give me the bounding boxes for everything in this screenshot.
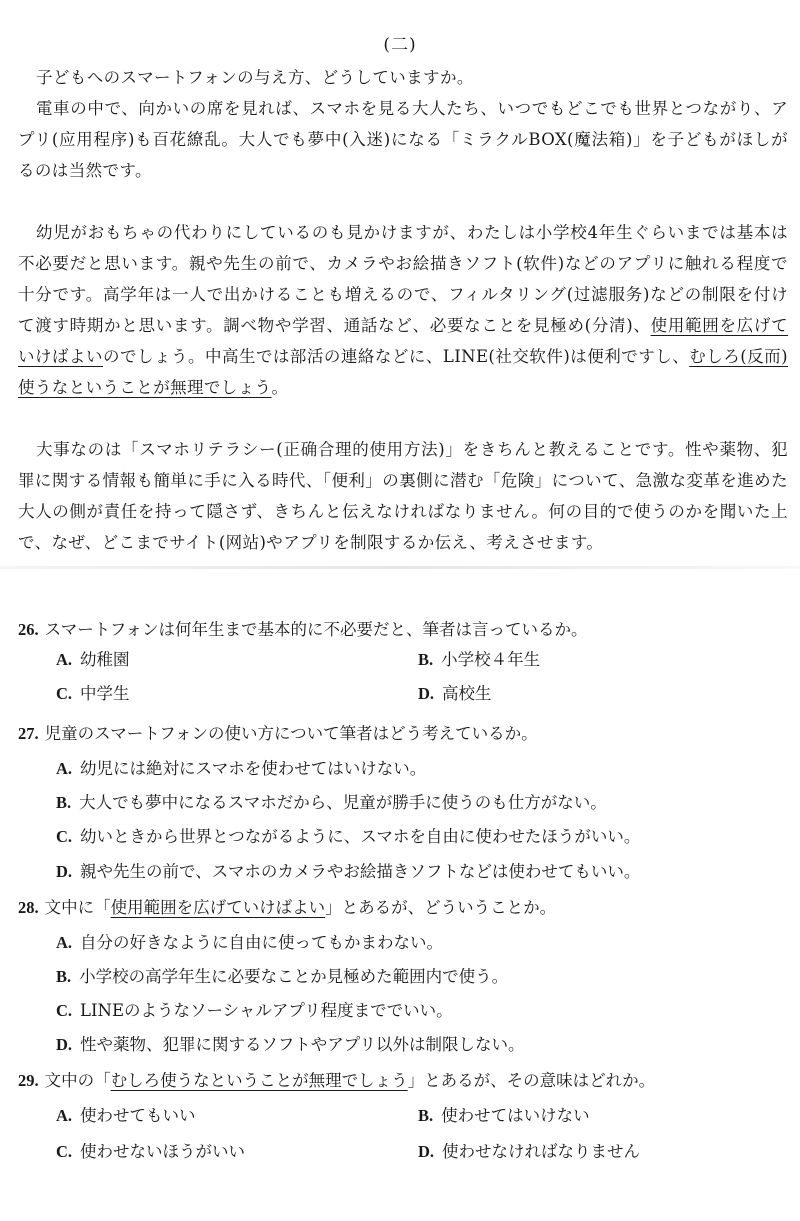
question-29 xyxy=(18,1067,788,1095)
option-label: D. xyxy=(56,1035,73,1054)
option-text: 高校生 xyxy=(442,684,492,703)
option-28b[interactable] xyxy=(56,963,508,991)
passage-paragraph-4: 大事なのは「スマホリテラシー(正确合理的使用方法)」をきちんと教えることです。性や薬物、犯罪に関する情報も簡単に手に入る時代、「便利」の裏側に潜む「危険」について、急激な変革を進めた大人の側が責任を持って隠さず、きちんと伝えなければなりません。何の目的で使うのかを聞いた上で、なぜ、どこまでサイト(网站)やアプリを制限するか伝え、考えさせます。 xyxy=(18,440,788,552)
option-text: 自分の好きなように自由に使ってもかまわない。 xyxy=(80,933,444,952)
question-text: 」とあるが、どういうことか。 xyxy=(325,898,557,917)
option-27c[interactable] xyxy=(56,823,640,851)
option-29a[interactable] xyxy=(56,1102,196,1130)
option-27b[interactable] xyxy=(56,789,607,817)
option-27a[interactable] xyxy=(56,755,426,783)
option-text: 使わせてはいけない xyxy=(441,1106,590,1125)
option-26a[interactable] xyxy=(56,646,130,674)
question-27 xyxy=(18,720,788,748)
passage-paragraph-1: 子どもへのスマートフォンの与え方、どうしていますか。 xyxy=(36,68,474,87)
question-text: スマートフォンは何年生まで基本的に不必要だと、筆者は言っているか。 xyxy=(44,620,588,639)
passage-text: 。 xyxy=(271,378,289,397)
option-26c[interactable] xyxy=(56,680,130,708)
question-underlined-phrase: 使用範囲を広げていけばよい xyxy=(110,898,326,917)
option-text: 幼児には絶対にスマホを使わせてはいけない。 xyxy=(80,759,427,778)
option-29d[interactable] xyxy=(418,1138,640,1166)
option-text: 小学校の高学年生に必要なことか見極めた範囲内で使う。 xyxy=(79,967,509,986)
option-label: A. xyxy=(56,650,73,669)
option-text: 使わせてもいい xyxy=(80,1106,196,1125)
option-label: B. xyxy=(418,1106,434,1125)
question-underlined-phrase: むしろ使うなということが無理でしょう xyxy=(110,1071,408,1090)
option-label: B. xyxy=(418,650,434,669)
question-text: 児童のスマートフォンの使い方について筆者はどう考えているか。 xyxy=(44,724,538,743)
question-text: 文中の「 xyxy=(44,1071,111,1090)
option-label: A. xyxy=(56,1106,73,1125)
question-number: 27. xyxy=(18,724,39,743)
underlined-phrase-1: 使用範囲を広げていけばよい xyxy=(18,316,788,366)
option-text: 性や薬物、犯罪に関するソフトやアプリ以外は制限しない。 xyxy=(80,1035,525,1054)
option-text: 中学生 xyxy=(80,684,130,703)
question-text: 文中に「 xyxy=(44,898,111,917)
passage-paragraph-3 xyxy=(18,217,788,403)
option-label: C. xyxy=(56,827,73,846)
scan-artifact xyxy=(0,566,800,569)
question-28 xyxy=(18,894,788,922)
option-28c[interactable] xyxy=(56,997,453,1025)
option-label: B. xyxy=(56,793,72,812)
option-text: 使わせないほうがいい xyxy=(80,1142,246,1161)
option-28a[interactable] xyxy=(56,929,443,957)
option-label: C. xyxy=(56,1142,73,1161)
option-text: 幼いときから世界とつながるように、スマホを自由に使わせたほうがいい。 xyxy=(80,827,641,846)
question-number: 28. xyxy=(18,898,39,917)
option-text: 小学校４年生 xyxy=(441,650,541,669)
option-27d[interactable] xyxy=(56,858,640,886)
question-number: 29. xyxy=(18,1071,39,1090)
question-number: 26. xyxy=(18,620,39,639)
option-label: A. xyxy=(56,933,73,952)
question-text: 」とあるが、その意味はどれか。 xyxy=(407,1071,656,1090)
option-text: LINEのようなソーシャルアプリ程度まででいい。 xyxy=(80,1001,453,1020)
option-label: A. xyxy=(56,759,73,778)
option-26d[interactable] xyxy=(418,680,492,708)
option-label: B. xyxy=(56,967,72,986)
passage-text: 幼児がおもちゃの代わりにしているのも見かけますが、わたしは小学校4年生ぐらいまでは基本は不必要だと思います。親や先生の前で、カメラやお絵描きソフト(软件)などのアプリに触れる程度で十分です。高学年は一人で出かけることも増えるので、フィルタリング(过滤服务)などの制限を付けて渡す時期かと思います。調べ物や学習、通話など、必要なことを見極め(分清)、 xyxy=(18,223,788,335)
question-26 xyxy=(18,616,788,644)
passage-text: のでしょう。中高生では部活の連絡などに、LINE(社交软件)は便利ですし、 xyxy=(102,347,690,366)
option-label: D. xyxy=(418,1142,435,1161)
option-text: 親や先生の前で、スマホのカメラやお絵描きソフトなどは使わせてもいい。 xyxy=(80,862,641,881)
option-label: D. xyxy=(56,862,73,881)
option-29c[interactable] xyxy=(56,1138,245,1166)
option-text: 使わせなければなりません xyxy=(442,1142,641,1161)
option-label: C. xyxy=(56,1001,73,1020)
option-29b[interactable] xyxy=(418,1102,590,1130)
option-text: 大人でも夢中になるスマホだから、児童が勝手に使うのも仕方がない。 xyxy=(79,793,607,812)
option-26b[interactable] xyxy=(418,646,540,674)
option-text: 幼稚園 xyxy=(80,650,130,669)
underlined-phrase-2: むしろ(反而)使うなということが無理でしょう xyxy=(18,347,788,397)
passage-paragraph-2: 電車の中で、向かいの席を見れば、スマホを見る大人たち、いつでもどこでも世界とつながり、アプリ(应用程序)も百花繚乱。大人でも夢中(入迷)になる「ミラクルBOX(魔法箱)」を子どもがほしがるのは当然です。 xyxy=(18,99,788,180)
option-28d[interactable] xyxy=(56,1031,525,1059)
section-title: (二) xyxy=(383,35,417,55)
option-label: C. xyxy=(56,684,73,703)
option-label: D. xyxy=(418,684,435,703)
